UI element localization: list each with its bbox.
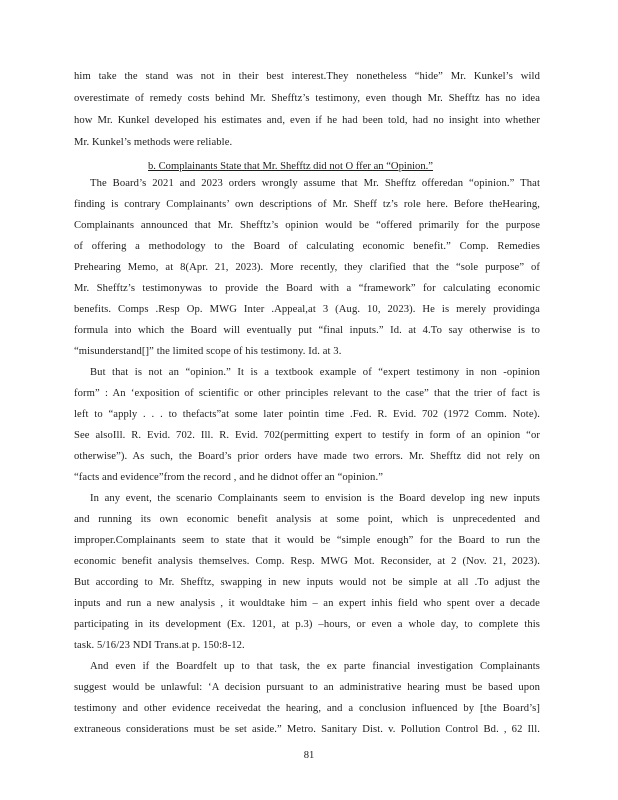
- body-line: left to “apply . . . to thefacts”at some later pointin time .Fed. R. Evid. 702 (1972 Comm. Note).: [74, 409, 540, 420]
- body-line: But according to Mr. Shefftz, swapping in new inputs would not be simple at all .To adjust the: [74, 577, 540, 588]
- body-line: Complainants announced that Mr. Shefftz’s opinion would be “offered primarily for the purpose: [74, 220, 540, 231]
- body-line: of offering a methodology to the Board of calculating economic benefit.” Comp. Remedies: [74, 241, 540, 252]
- body-line: finding is contrary Complainants’ own descriptions of Mr. Sheff tz’s role here. Before theHearing,: [74, 199, 540, 210]
- body-line: how Mr. Kunkel developed his estimates and, even if he had been told, had no insight into whether: [74, 115, 540, 126]
- body-line: overestimate of remedy costs behind Mr. Shefftz’s testimony, even though Mr. Shefftz has no idea: [74, 93, 540, 104]
- body-line: Mr. Shefftz’s testimonywas to provide the Board with a “framework” for calculating economic: [74, 283, 540, 294]
- body-line: Prehearing Memo, at 8(Apr. 21, 2023). More recently, they clarified that the “sole purpose” of: [74, 262, 540, 273]
- body-line: extraneous considerations must be set aside.” Metro. Sanitary Dist. v. Pollution Control Bd. , 62 Ill.: [74, 724, 540, 735]
- body-line: and running its own economic benefit analysis at some point, which is unprecedented and: [74, 514, 540, 525]
- section-heading: b. Complainants State that Mr. Shefftz did not O ffer an “Opinion.”: [148, 161, 434, 172]
- body-line: form” : An ‘exposition of scientific or other principles relevant to the case” that the trier of fact is: [74, 388, 540, 399]
- body-line: But that is not an “opinion.” It is a textbook example of “expert testimony in non -opinion: [90, 367, 540, 378]
- page-number: 81: [303, 750, 315, 761]
- body-line: economic benefit analysis themselves. Comp. Resp. MWG Mot. Reconsider, at 2 (Nov. 21, 2023).: [74, 556, 540, 567]
- body-line: him take the stand was not in their best interest.They nonetheless “hide” Mr. Kunkel’s wild: [74, 71, 540, 82]
- body-line: inputs and run a new analysis , it wouldtake him – an expert inhis field who spent over a decade: [74, 598, 540, 609]
- body-line: suggest would be unlawful: ‘A decision pursuant to an administrative hearing must be based upon: [74, 682, 540, 693]
- body-line: benefits. Comps .Resp Op. MWG Inter .Appeal,at 3 (Aug. 10, 2023). He is merely providinga: [74, 304, 540, 315]
- body-line: And even if the Boardfelt up to that task, the ex parte financial investigation Complainants: [90, 661, 540, 672]
- body-line: The Board’s 2021 and 2023 orders wrongly assume that Mr. Shefftz offeredan “opinion.” That: [90, 178, 540, 189]
- body-line: participating in its development (Ex. 1201, at p.3) –hours, or even a whole day, to complete this: [74, 619, 540, 630]
- body-line: Mr. Kunkel’s methods were reliable.: [74, 137, 233, 148]
- body-line: formula into which the Board will eventually put “final inputs.” Id. at 4.To say otherwise is to: [74, 325, 540, 336]
- body-line: otherwise”). As such, the Board’s prior orders have made two errors. Mr. Shefftz did not rely on: [74, 451, 540, 462]
- body-line: See alsoIll. R. Evid. 702. Ill. R. Evid. 702(permitting expert to testify in form of an opinion “or: [74, 430, 540, 441]
- body-line: testimony and other evidence receivedat the hearing, and a conclusion influenced by [the Board’s]: [74, 703, 540, 714]
- body-line: task. 5/16/23 NDI Trans.at p. 150:8-12.: [74, 640, 245, 651]
- body-line: “facts and evidence”from the record , and he didnot offer an “opinion.”: [74, 472, 383, 483]
- body-line: “misunderstand[]” the limited scope of his testimony. Id. at 3.: [74, 346, 342, 357]
- body-line: In any event, the scenario Complainants seem to envision is the Board develop ing new inputs: [90, 493, 540, 504]
- body-line: improper.Complainants seem to state that it would be “simple enough” for the Board to run the: [74, 535, 540, 546]
